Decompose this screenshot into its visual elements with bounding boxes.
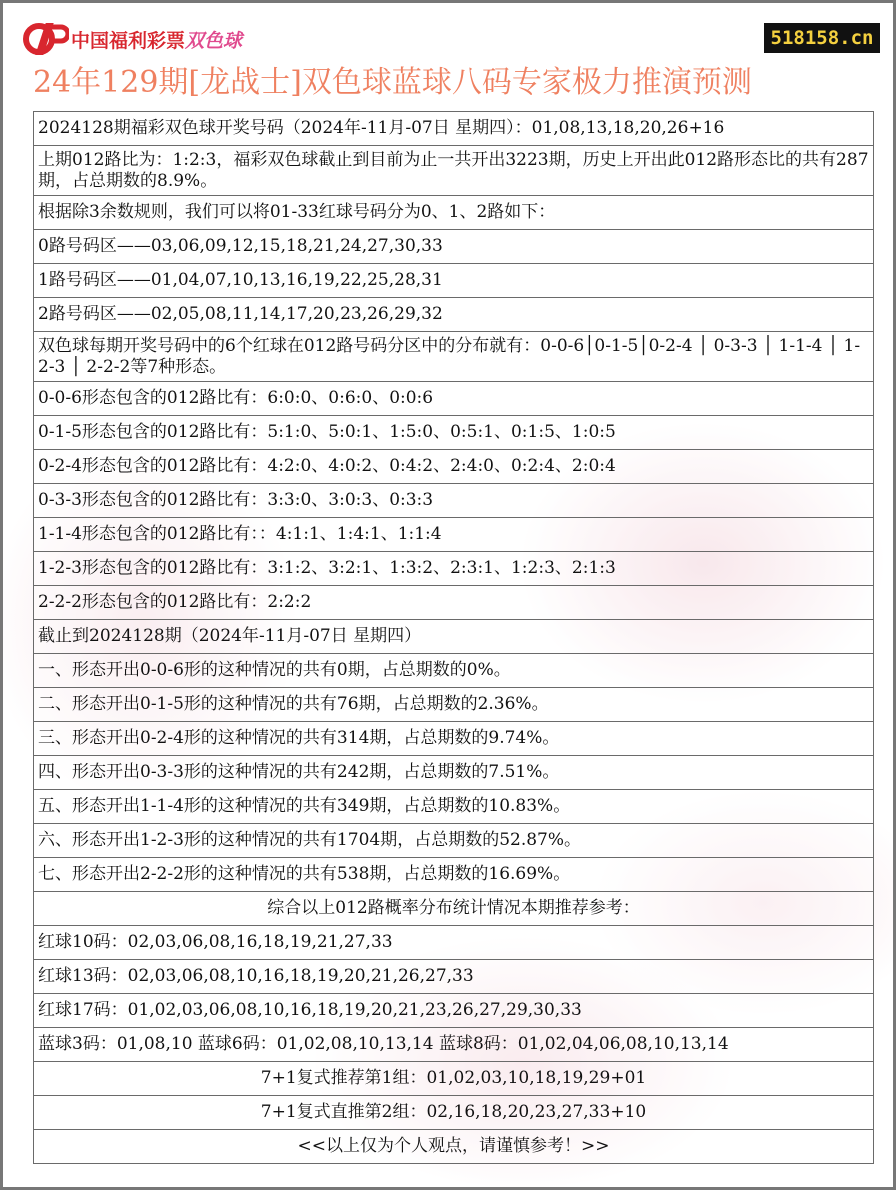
cwl-logo-icon: [21, 19, 69, 59]
combo-2-cell: 7+1复式直推第2组：02,16,18,20,23,27,33+10: [34, 1096, 874, 1130]
stat-cell: 三、形态开出0-2-4形的这种情况的共有314期，占总期数的9.74%。: [34, 722, 874, 756]
stat-cell: 五、形态开出1-1-4形的这种情况的共有349期，占总期数的10.83%。: [34, 790, 874, 824]
table-row: [34, 1096, 874, 1130]
analysis-table: [33, 111, 874, 1164]
pattern-cell: 0-3-3形态包含的012路比有：3:3:0、3:0:3、0:3:3: [34, 484, 874, 518]
table-row: [34, 112, 874, 146]
table-row: [34, 926, 874, 960]
table-row: [34, 146, 874, 196]
table-row: [34, 518, 874, 552]
table-row: [34, 722, 874, 756]
rule-intro-cell: 根据除3余数规则，我们可以将01-33红球号码分为0、1、2路如下：: [34, 196, 874, 230]
table-row: [34, 654, 874, 688]
table-row: [34, 382, 874, 416]
pattern-cell: 0-2-4形态包含的012路比有：4:2:0、4:0:2、0:4:2、2:4:0、0:2:4、2:0:4: [34, 450, 874, 484]
pattern-cell: 1-2-3形态包含的012路比有：3:1:2、3:2:1、1:3:2、2:3:1、1:2:3、2:1:3: [34, 552, 874, 586]
table-row: [34, 230, 874, 264]
table-row: [34, 1130, 874, 1164]
stat-cell: 七、形态开出2-2-2形的这种情况的共有538期，占总期数的16.69%。: [34, 858, 874, 892]
stat-cell: 六、形态开出1-2-3形的这种情况的共有1704期，占总期数的52.87%。: [34, 824, 874, 858]
cutoff-cell: 截止到2024128期（2024年-11月-07日 星期四）: [34, 620, 874, 654]
table-row: [34, 892, 874, 926]
logo-text-cn: 中国福利彩票: [71, 29, 186, 52]
page-title: 24年129期[龙战士]双色球蓝球八码专家极力推演预测: [33, 65, 752, 100]
route-2-cell: 2路号码区——02,05,08,11,14,17,20,23,26,29,32: [34, 298, 874, 332]
table-row: [34, 1062, 874, 1096]
table-row: [34, 298, 874, 332]
table-row: [34, 552, 874, 586]
recommend-heading-cell: 综合以上012路概率分布统计情况本期推荐参考：: [34, 892, 874, 926]
disclaimer-cell: <<以上仅为个人观点，请谨慎参考！>>: [34, 1130, 874, 1164]
table-row: [34, 484, 874, 518]
table-row: [34, 994, 874, 1028]
route-0-cell: 0路号码区——03,06,09,12,15,18,21,24,27,30,33: [34, 230, 874, 264]
table-row: [34, 824, 874, 858]
pattern-cell: 1-1-4形态包含的012路比有：：4:1:1、1:4:1、1:1:4: [34, 518, 874, 552]
table-row: [34, 620, 874, 654]
stat-cell: 四、形态开出0-3-3形的这种情况的共有242期，占总期数的7.51%。: [34, 756, 874, 790]
table-row: [34, 1028, 874, 1062]
table-row: [34, 196, 874, 230]
stat-cell: 一、形态开出0-0-6形的这种情况的共有0期，占总期数的0%。: [34, 654, 874, 688]
table-row: [34, 450, 874, 484]
table-row: [34, 264, 874, 298]
blue-codes-cell: 蓝球3码：01,08,10 蓝球6码：01,02,08,10,13,14 蓝球8码：01,02,04,06,08,10,13,14: [34, 1028, 874, 1062]
red-13-cell: 红球13码：02,03,06,08,10,16,18,19,20,21,26,27,33: [34, 960, 874, 994]
pattern-cell: 2-2-2形态包含的012路比有：2:2:2: [34, 586, 874, 620]
table-row: [34, 790, 874, 824]
table-row: [34, 416, 874, 450]
pattern-cell: 0-1-5形态包含的012路比有：5:1:0、5:0:1、1:5:0、0:5:1、0:1:5、1:0:5: [34, 416, 874, 450]
red-17-cell: 红球17码：01,02,03,06,08,10,16,18,19,20,21,23,26,27,29,30,33: [34, 994, 874, 1028]
lottery-logo: [21, 19, 242, 59]
logo-text: [71, 26, 242, 53]
table-row: [34, 332, 874, 382]
pattern-cell: 0-0-6形态包含的012路比有：6:0:0、0:6:0、0:0:6: [34, 382, 874, 416]
red-10-cell: 红球10码：02,03,06,08,16,18,19,21,27,33: [34, 926, 874, 960]
table-row: [34, 688, 874, 722]
combo-1-cell: 7+1复式推荐第1组：01,02,03,10,18,19,29+01: [34, 1062, 874, 1096]
route-ratio-cell: 上期012路比为：1:2:3，福彩双色球截止到目前为止一共开出3223期，历史上开出此012路形态比的共有287期，占总期数的8.9%。: [34, 146, 874, 196]
pattern-intro-cell: 双色球每期开奖号码中的6个红球在012路号码分区中的分布就有：0-0-6│0-1-5│0-2-4 │ 0-3-3 │ 1-1-4 │ 1-2-3 │ 2-2-2等7种形态。: [34, 332, 874, 382]
table-row: [34, 756, 874, 790]
last-draw-cell: 2024128期福彩双色球开奖号码（2024年-11月-07日 星期四）：01,08,13,18,20,26+16: [34, 112, 874, 146]
table-row: [34, 858, 874, 892]
table-row: [34, 960, 874, 994]
site-badge: 518158.cn: [764, 23, 880, 53]
table-row: [34, 586, 874, 620]
route-1-cell: 1路号码区——01,04,07,10,13,16,19,22,25,28,31: [34, 264, 874, 298]
stat-cell: 二、形态开出0-1-5形的这种情况的共有76期，占总期数的2.36%。: [34, 688, 874, 722]
logo-text-ssq: 双色球: [185, 29, 243, 52]
